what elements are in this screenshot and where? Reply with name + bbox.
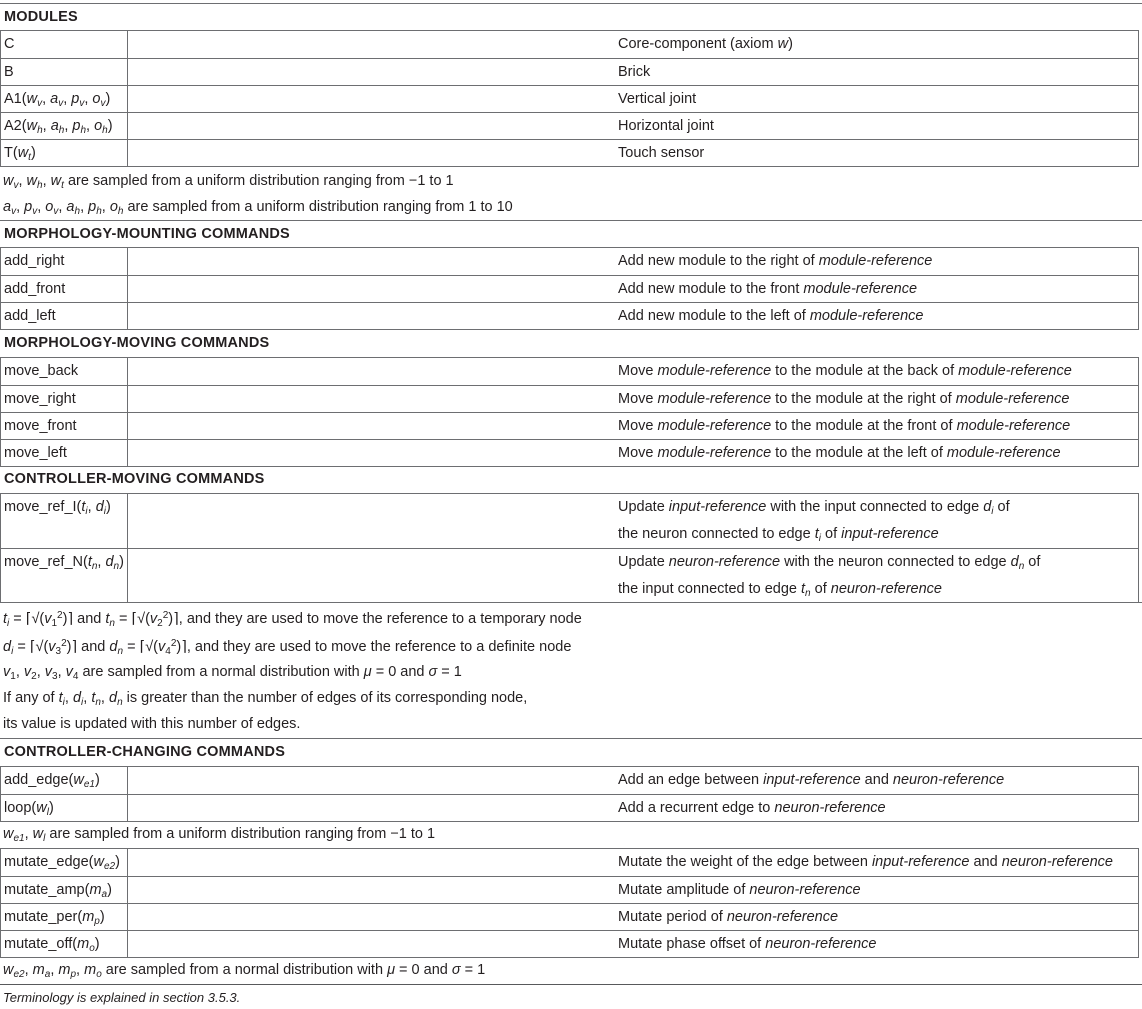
table-row	[1, 767, 1138, 794]
top-rule	[0, 3, 1142, 4]
command-desc: Update neuron-reference with the neuron connected to edge $d_n$ of	[618, 554, 1041, 572]
command-name: $add\_edge(w_{e1})$	[1, 767, 128, 794]
modules-note-1: $w_v$, $w_h$, $w_t$ are sampled from a uniform distribution ranging from −1 to 1	[3, 173, 454, 191]
command-desc: Mutate amplitude of neuron-reference	[618, 882, 861, 898]
command-name: $mutate\_amp(m_a)$	[1, 877, 128, 903]
command-name: $mutate\_edge(w_{e2})$	[1, 849, 128, 876]
table-row	[1, 794, 1138, 821]
module-desc: Core-component (axiom w)	[618, 36, 793, 52]
command-desc: Mutate phase offset of neuron-reference	[618, 936, 877, 952]
command-name: move_back	[1, 358, 128, 385]
command-desc: Move module-reference to the module at the front of module-reference	[618, 418, 1071, 434]
section-title-modules: MODULES	[4, 9, 78, 25]
command-desc-line2: the input connected to edge $t_n$ of neuron-reference	[618, 581, 943, 599]
morph-mount-table	[0, 247, 1139, 330]
table-row	[1, 439, 1138, 466]
module-name: C	[1, 31, 128, 58]
command-name: $move\_ref\_N(t_n$, $d_n$)	[1, 549, 128, 602]
command-desc-line2: the neuron connected to edge $t_i$ of input-reference	[618, 526, 939, 544]
command-name: add_front	[1, 276, 128, 302]
ctrl-change-end-note: $w_{e2}$, $m_a$, $m_p$, $m_o$ are sampled from a normal distribution with μ = 0 and σ = 1	[3, 962, 486, 980]
table-row	[1, 930, 1138, 957]
command-name: add_left	[1, 303, 128, 329]
module-desc: Touch sensor	[618, 145, 705, 161]
ctrl-move-note-1: $t_i$ = $⌈√(v_1^2)⌉$ and $t_n$ = $⌈√(v_2^2)⌉$, and they are used to move the reference to a temporary node	[3, 610, 582, 629]
module-desc: Brick	[618, 64, 651, 80]
table-row	[1, 112, 1138, 139]
command-desc: Move module-reference to the module at the left of module-reference	[618, 445, 1061, 461]
command-desc: Update input-reference with the input connected to edge $d_i$ of	[618, 499, 1010, 517]
ctrl-change-table-2	[0, 848, 1139, 958]
ctrl-move-note-5: its value is updated with this number of edges.	[3, 716, 301, 732]
table-row	[1, 31, 1138, 58]
table-row	[1, 139, 1138, 166]
modules-table	[0, 30, 1139, 167]
command-name: move_left	[1, 440, 128, 466]
module-name: $A2(w_h$, $a_h$, $p_h$, $o_h$)	[1, 113, 128, 139]
table-row	[1, 302, 1138, 329]
table-row	[1, 248, 1138, 275]
command-desc: Add new module to the right of module-reference	[618, 253, 933, 269]
ctrl-move-note-3: $v_1$, $v_2$, $v_3$, $v_4$ are sampled from a normal distribution with μ = 0 and σ = 1	[3, 664, 462, 682]
command-name: $loop(w_l)$	[1, 795, 128, 821]
section-title-morph-move: MORPHOLOGY-MOVING COMMANDS	[4, 335, 270, 351]
table-row	[1, 494, 1138, 548]
ctrl-change-mid-note: $w_{e1}$, $w_l$ are sampled from a uniform distribution ranging from −1 to 1	[3, 826, 436, 844]
command-name: move_right	[1, 386, 128, 412]
command-desc: Move module-reference to the module at the right of module-reference	[618, 391, 1070, 407]
command-name: $move\_ref\_I(t_i$, $d_i$)	[1, 494, 128, 548]
command-desc: Mutate period of neuron-reference	[618, 909, 839, 925]
command-name: add_right	[1, 248, 128, 275]
modules-note-2: $a_v$, $p_v$, $o_v$, $a_h$, $p_h$, $o_h$ are sampled from a uniform distribution ranging from 1 to 10	[3, 199, 513, 217]
module-name: $T(w_t)$	[1, 140, 128, 166]
section-title-ctrl-move: CONTROLLER-MOVING COMMANDS	[4, 471, 265, 487]
command-desc: Mutate the weight of the edge between input-reference and neuron-reference	[618, 854, 1113, 870]
table-row	[1, 358, 1138, 385]
command-name: $mutate\_off(m_o)$	[1, 931, 128, 957]
ctrl-move-note-2: $d_i$ = $⌈√(v_3^2)⌉$ and $d_n$ = $⌈√(v_4^2)⌉$, and they are used to move the reference to a definite node	[3, 638, 572, 657]
table-row	[1, 849, 1138, 876]
ctrl-move-table	[0, 493, 1139, 603]
ctrl-move-note-4: If any of $t_i$, $d_i$, $t_n$, $d_n$ is greater than the number of edges of its corresponding node,	[3, 690, 528, 708]
command-desc: Add new module to the left of module-reference	[618, 308, 924, 324]
table-row	[1, 548, 1138, 602]
table-row	[1, 85, 1138, 112]
command-desc: Add a recurrent edge to neuron-reference	[618, 800, 886, 816]
command-desc: Move module-reference to the module at the back of module-reference	[618, 363, 1072, 379]
section-title-morph-mount: MORPHOLOGY-MOUNTING COMMANDS	[4, 226, 290, 242]
module-desc: Vertical joint	[618, 91, 697, 107]
table-row	[1, 903, 1138, 930]
command-desc: Add new module to the front module-reference	[618, 281, 918, 297]
footnote: Terminology is explained in section 3.5.3.	[3, 990, 241, 1005]
bottom-rule	[0, 984, 1142, 985]
table-row	[1, 876, 1138, 903]
morph-move-table	[0, 357, 1139, 467]
table-row	[1, 275, 1138, 302]
module-desc: Horizontal joint	[618, 118, 714, 134]
table-row	[1, 412, 1138, 439]
command-name: $mutate\_per(m_p)$	[1, 904, 128, 930]
module-name: B	[1, 59, 128, 85]
table-row	[1, 58, 1138, 85]
section-title-ctrl-change: CONTROLLER-CHANGING COMMANDS	[4, 744, 286, 760]
table-row	[1, 385, 1138, 412]
module-name: $A1(w_v$, $a_v$, $p_v$, $o_v$)	[1, 86, 128, 112]
command-desc: Add an edge between input-reference and neuron-reference	[618, 772, 1005, 788]
command-name: move_front	[1, 413, 128, 439]
ctrl-change-table-1	[0, 766, 1139, 822]
